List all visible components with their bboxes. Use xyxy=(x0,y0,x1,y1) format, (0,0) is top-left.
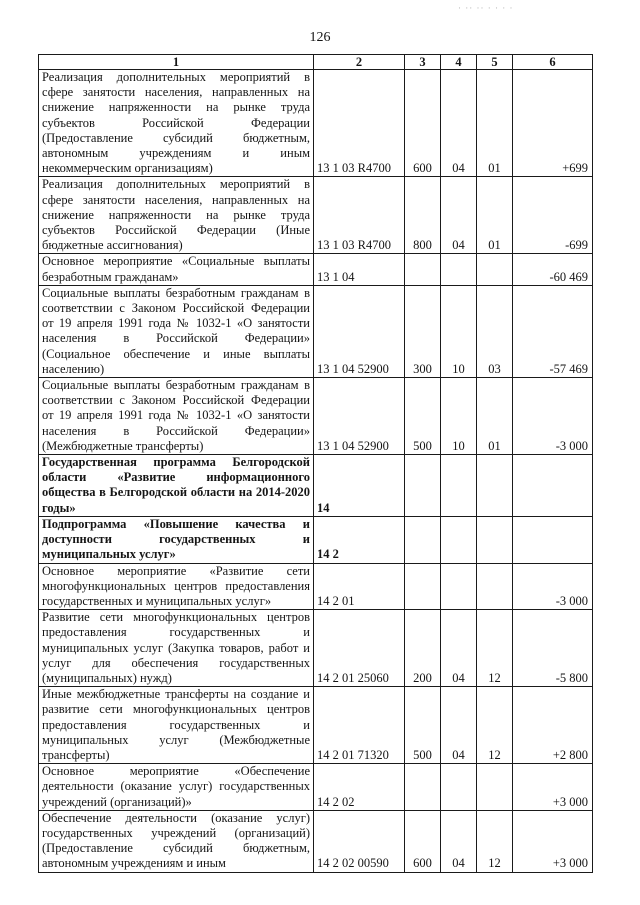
cell-col3 xyxy=(405,516,441,563)
cell-col3: 500 xyxy=(405,687,441,764)
table-header-row xyxy=(39,55,593,70)
cell-name: Социальные выплаты безработным гражданам в соответствии с Законом Российской Федерации от 19 апреля 1991 года № 1032-1 «О занятости населения в Российской Федерации» (Социальное обеспечение и иные выплаты населению) xyxy=(39,285,314,377)
page-number: 126 xyxy=(309,30,331,45)
cell-amount: +2 800 xyxy=(513,687,593,764)
cell-col4: 10 xyxy=(441,378,477,455)
cell-code: 13 1 03 R4700 xyxy=(314,177,405,254)
cell-col4 xyxy=(441,516,477,563)
cell-col4 xyxy=(441,455,477,517)
cell-name: Реализация дополнительных мероприятий в сфере занятости населения, направленных на снижение напряженности на рынке труда субъектов Российской Федерации (Предоставление субсидий бюджетным, автономным учреждениям и иным некоммерческим организациям) xyxy=(39,70,314,177)
cell-amount: -5 800 xyxy=(513,610,593,687)
cell-code: 13 1 04 52900 xyxy=(314,378,405,455)
cell-amount: +3 000 xyxy=(513,810,593,872)
column-header: 4 xyxy=(441,55,477,70)
cell-code: 14 2 01 xyxy=(314,563,405,610)
table-row xyxy=(39,378,593,455)
table-row xyxy=(39,687,593,764)
cell-code: 13 1 03 R4700 xyxy=(314,70,405,177)
column-header: 1 xyxy=(39,55,314,70)
cell-col3 xyxy=(405,254,441,285)
cell-col4: 04 xyxy=(441,610,477,687)
cell-code: 14 2 02 00590 xyxy=(314,810,405,872)
table-row xyxy=(39,455,593,517)
table-row xyxy=(39,764,593,811)
cell-amount: -3 000 xyxy=(513,378,593,455)
table-row xyxy=(39,254,593,285)
cell-amount xyxy=(513,516,593,563)
cell-code: 14 2 01 71320 xyxy=(314,687,405,764)
cell-col4 xyxy=(441,254,477,285)
cell-col5: 12 xyxy=(477,687,513,764)
cell-col3: 800 xyxy=(405,177,441,254)
cell-col3: 600 xyxy=(405,810,441,872)
cell-name: Социальные выплаты безработным гражданам в соответствии с Законом Российской Федерации от 19 апреля 1991 года № 1032-1 «О занятости населения в Российской Федерации» (Межбюджетные трансферты) xyxy=(39,378,314,455)
budget-table xyxy=(38,54,593,873)
cell-code: 14 2 xyxy=(314,516,405,563)
cell-col5: 01 xyxy=(477,177,513,254)
cell-name: Развитие сети многофункциональных центров предоставления государственных и муниципальных услуг (Закупка товаров, работ и услуг для обеспечения государственных (муниципальных) нужд) xyxy=(39,610,314,687)
cell-col3: 500 xyxy=(405,378,441,455)
column-header: 3 xyxy=(405,55,441,70)
cell-col3: 600 xyxy=(405,70,441,177)
cell-amount: -57 469 xyxy=(513,285,593,377)
cell-amount: -3 000 xyxy=(513,563,593,610)
cell-code: 13 1 04 52900 xyxy=(314,285,405,377)
cell-name: Основное мероприятие «Обеспечение деятельности (оказание услуг) государственных учреждений (организаций)» xyxy=(39,764,314,811)
cell-col5 xyxy=(477,764,513,811)
cell-col5 xyxy=(477,254,513,285)
cell-col4: 04 xyxy=(441,810,477,872)
column-header: 6 xyxy=(513,55,593,70)
cell-code: 14 xyxy=(314,455,405,517)
cell-code: 14 2 01 25060 xyxy=(314,610,405,687)
cell-col5: 12 xyxy=(477,810,513,872)
cell-col5: 01 xyxy=(477,70,513,177)
cell-col3: 300 xyxy=(405,285,441,377)
cell-name: Обеспечение деятельности (оказание услуг) государственных учреждений (организаций) (Предоставление субсидий бюджетным, автономным учреждениям и иным xyxy=(39,810,314,872)
table-row xyxy=(39,177,593,254)
table-row xyxy=(39,70,593,177)
cell-col4: 04 xyxy=(441,177,477,254)
cell-amount: +699 xyxy=(513,70,593,177)
cell-name: Основное мероприятие «Социальные выплаты безработным гражданам» xyxy=(39,254,314,285)
cell-amount: +3 000 xyxy=(513,764,593,811)
cell-col5 xyxy=(477,455,513,517)
column-header: 5 xyxy=(477,55,513,70)
cell-col5: 03 xyxy=(477,285,513,377)
table-row xyxy=(39,610,593,687)
cell-col3 xyxy=(405,563,441,610)
cell-name: Подпрограмма «Повышение качества и доступности государственных и муниципальных услуг» xyxy=(39,516,314,563)
cell-code: 14 2 02 xyxy=(314,764,405,811)
table-row xyxy=(39,516,593,563)
cell-col5: 12 xyxy=(477,610,513,687)
cell-name: Иные межбюджетные трансферты на создание и развитие сети многофункциональных центров предоставления государственных и муниципальных услуг (Межбюджетные трансферты) xyxy=(39,687,314,764)
cell-amount: -699 xyxy=(513,177,593,254)
cell-col3: 200 xyxy=(405,610,441,687)
cell-col4: 04 xyxy=(441,70,477,177)
cell-amount xyxy=(513,455,593,517)
cell-col4 xyxy=(441,563,477,610)
table-row xyxy=(39,285,593,377)
cell-col5 xyxy=(477,516,513,563)
cell-col3 xyxy=(405,764,441,811)
column-header: 2 xyxy=(314,55,405,70)
cell-col4: 04 xyxy=(441,687,477,764)
cell-amount: -60 469 xyxy=(513,254,593,285)
cell-col5 xyxy=(477,563,513,610)
cell-col4 xyxy=(441,764,477,811)
cell-col4: 10 xyxy=(441,285,477,377)
cell-code: 13 1 04 xyxy=(314,254,405,285)
cell-name: Основное мероприятие «Развитие сети многофункциональных центров предоставления государственных и муниципальных услуг» xyxy=(39,563,314,610)
cell-col3 xyxy=(405,455,441,517)
cell-name: Реализация дополнительных мероприятий в сфере занятости населения, направленных на снижение напряженности на рынке труда субъектов Российской Федерации (Иные бюджетные ассигнования) xyxy=(39,177,314,254)
cell-col5: 01 xyxy=(477,378,513,455)
cell-name: Государственная программа Белгородской области «Развитие информационного общества в Белгородской области на 2014-2020 годы» xyxy=(39,455,314,517)
scan-corner-mark: · ·· ·· · · · · xyxy=(458,3,514,13)
table-row xyxy=(39,810,593,872)
table-row xyxy=(39,563,593,610)
